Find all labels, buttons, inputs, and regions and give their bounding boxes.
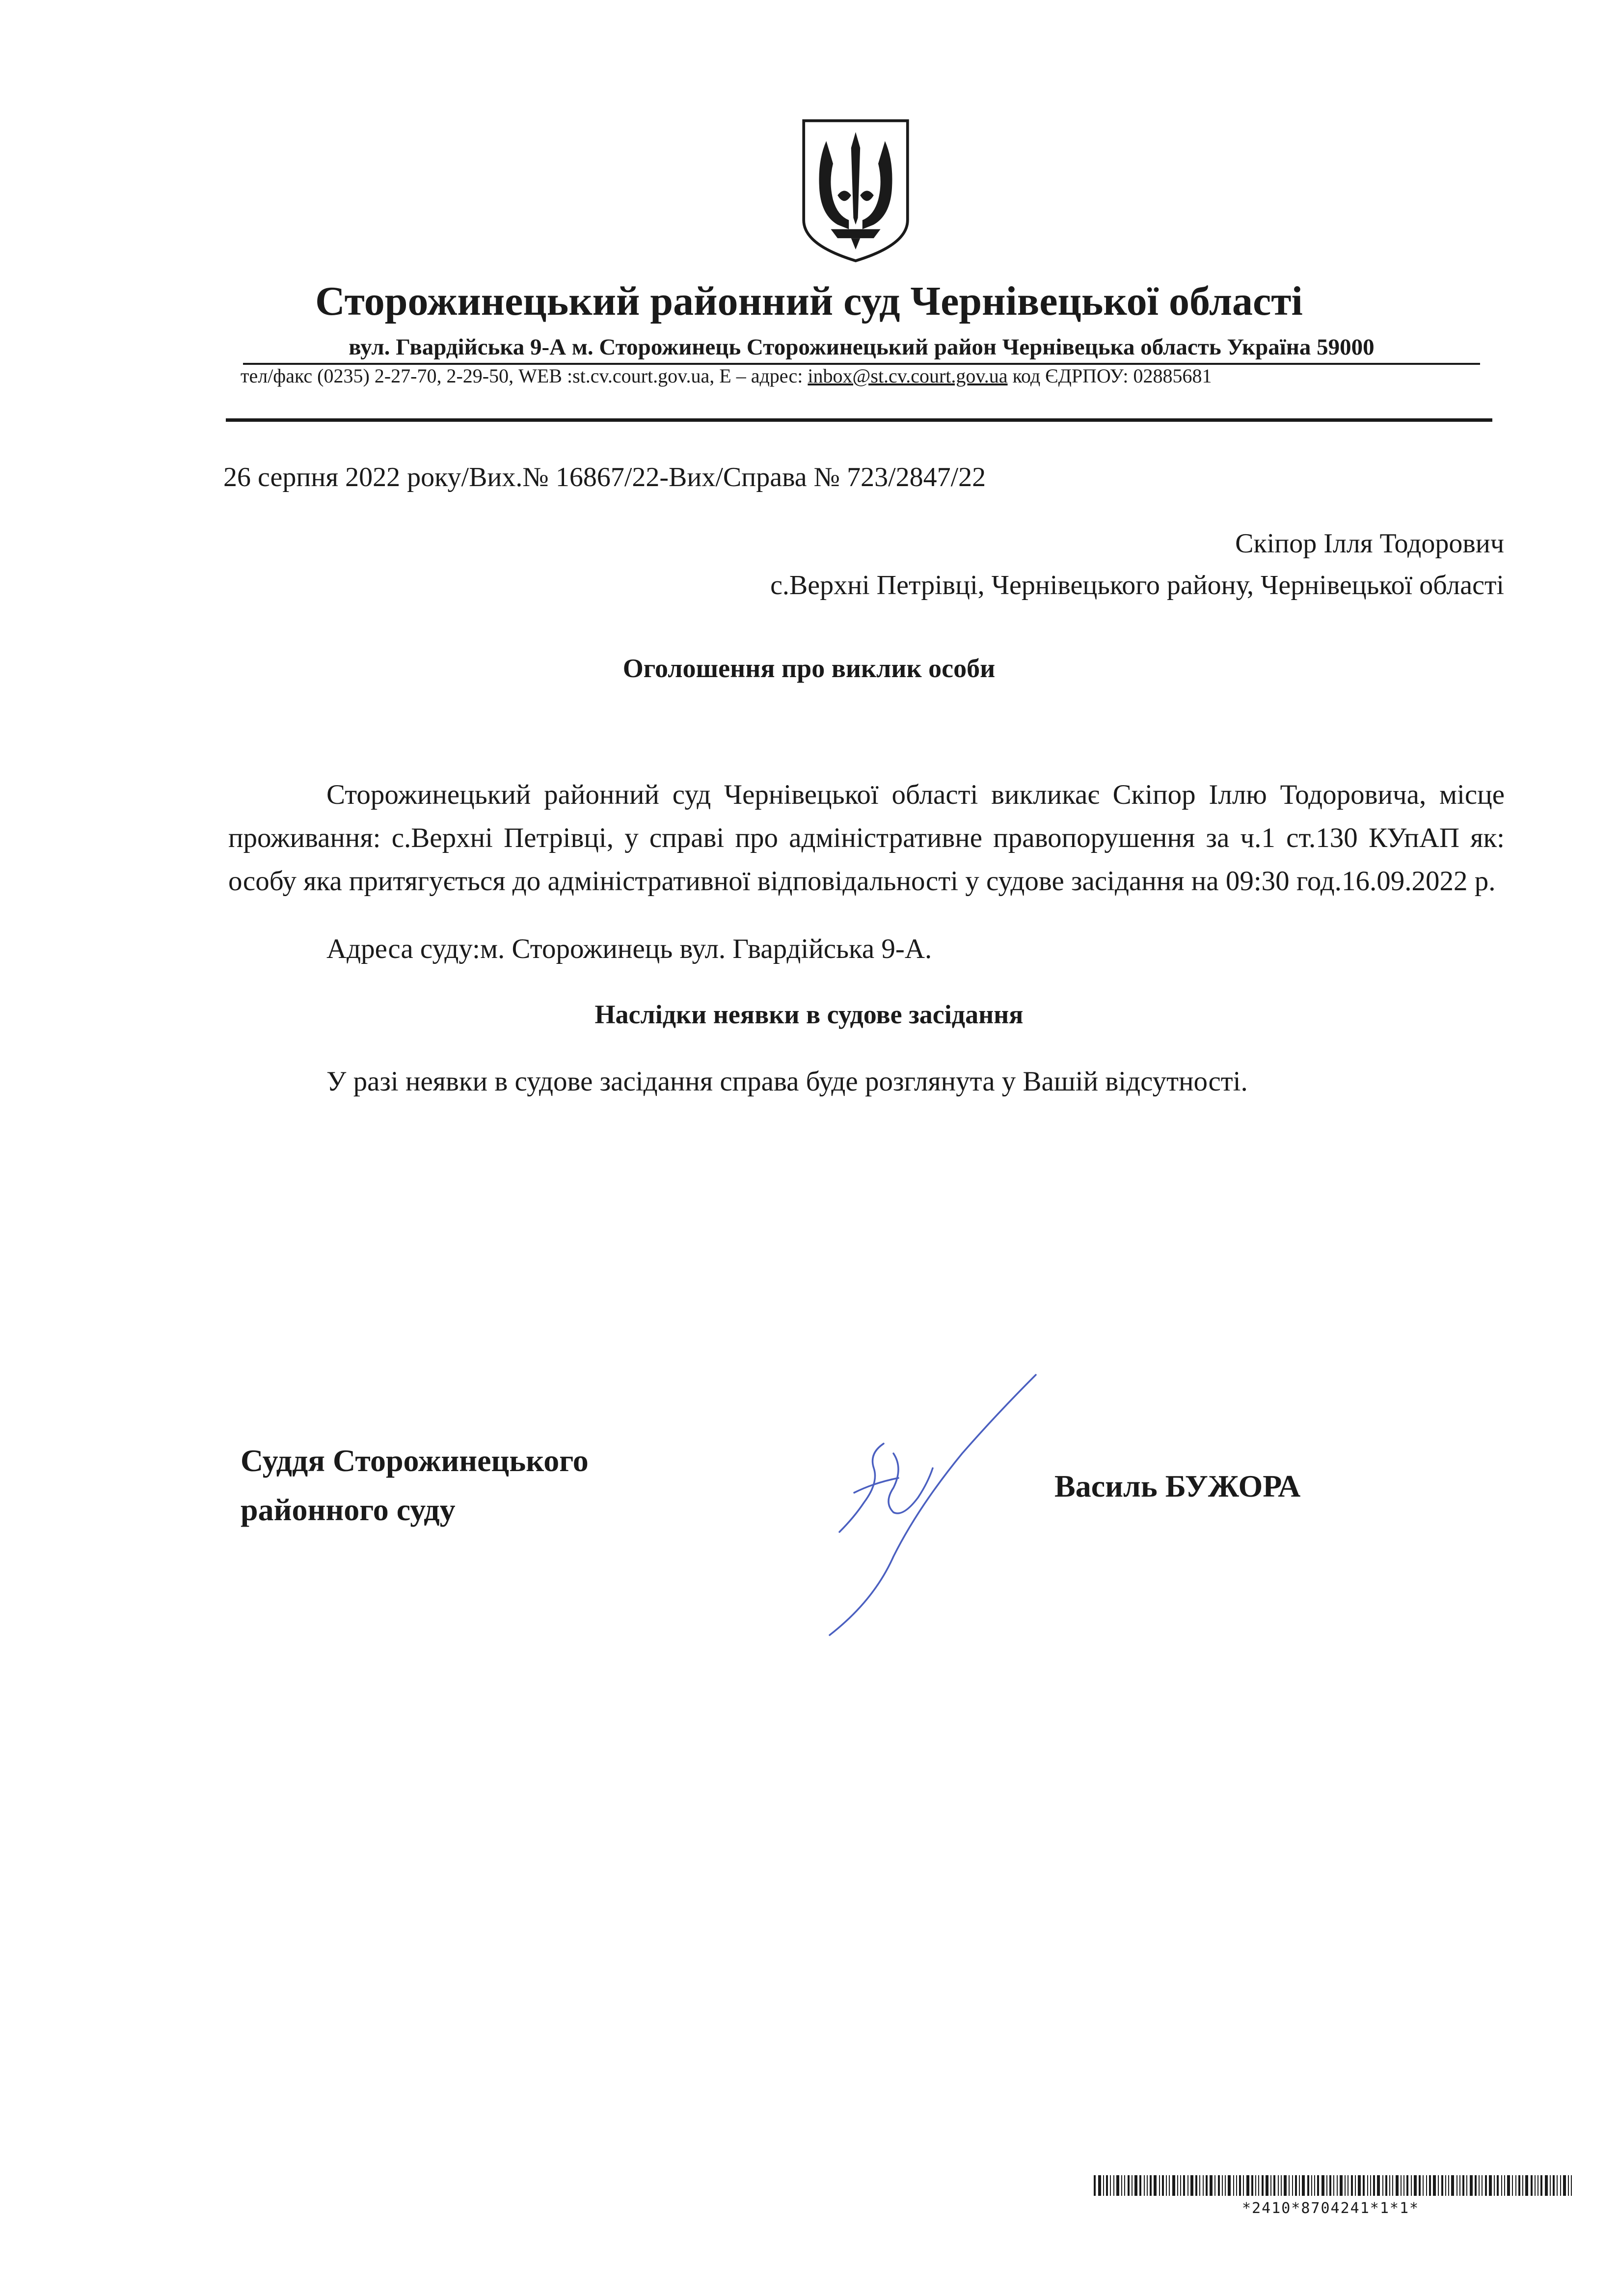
court-name: Сторожинецький районний суд Чернівецької області — [315, 278, 1303, 324]
signer-position — [241, 1436, 589, 1534]
recipient-name: Скіпор Ілля Тодорович — [1235, 528, 1504, 559]
contacts-phone-web: тел/факс (0235) 2-27-70, 2-29-50, WEB :st.cv.court.gov.ua, E – адрес: — [241, 365, 808, 387]
court-address: вул. Гвардійська 9-А м. Сторожинець Сторожинецький район Чернівецька область Україна 59000 — [243, 331, 1480, 365]
signature-icon — [820, 1370, 1046, 1645]
barcode-text: *2410*8704241*1*1* — [1242, 2200, 1420, 2217]
contacts-edrpou: код ЄДРПОУ: 02885681 — [1007, 365, 1212, 387]
document-title: Оголошення про виклик особи — [622, 654, 996, 683]
signer-position-line2: районного суду — [241, 1492, 456, 1527]
consequences-title: Наслідки неявки в судове засідання — [594, 1000, 1024, 1029]
barcode-icon — [1094, 2175, 1575, 2196]
court-address-line: Адреса суду:м. Сторожинець вул. Гвардійська 9-А. — [326, 933, 932, 964]
summons-body: Сторожинецький районний суд Чернівецької області викликає Скіпор Іллю Тодоровича, місце проживання: с.Верхні Петрівці, у справі про адміністративне правопорушення за ч.1 ст.130 КУпАП як: особу яка притягується до адміністративної відповідальності у судове засідання на 09:30 год.16.09.2022 р. — [228, 779, 1505, 897]
signer-position-line1: Суддя Сторожинецького — [241, 1443, 589, 1478]
consequences-text: У разі неявки в судове засідання справа буде розглянута у Вашій відсутності. — [326, 1066, 1248, 1097]
court-email: inbox@st.cv.court.gov.ua — [808, 365, 1008, 387]
recipient-address: с.Верхні Петрівці, Чернівецького району, Чернівецької області — [770, 570, 1504, 601]
reference-line: 26 серпня 2022 року/Вих.№ 16867/22-Вих/Справа № 723/2847/22 — [223, 462, 986, 492]
coat-of-arms-icon — [799, 116, 912, 266]
signer-name: Василь БУЖОРА — [1054, 1469, 1301, 1503]
court-contacts — [241, 362, 1483, 390]
header-divider — [226, 418, 1492, 422]
